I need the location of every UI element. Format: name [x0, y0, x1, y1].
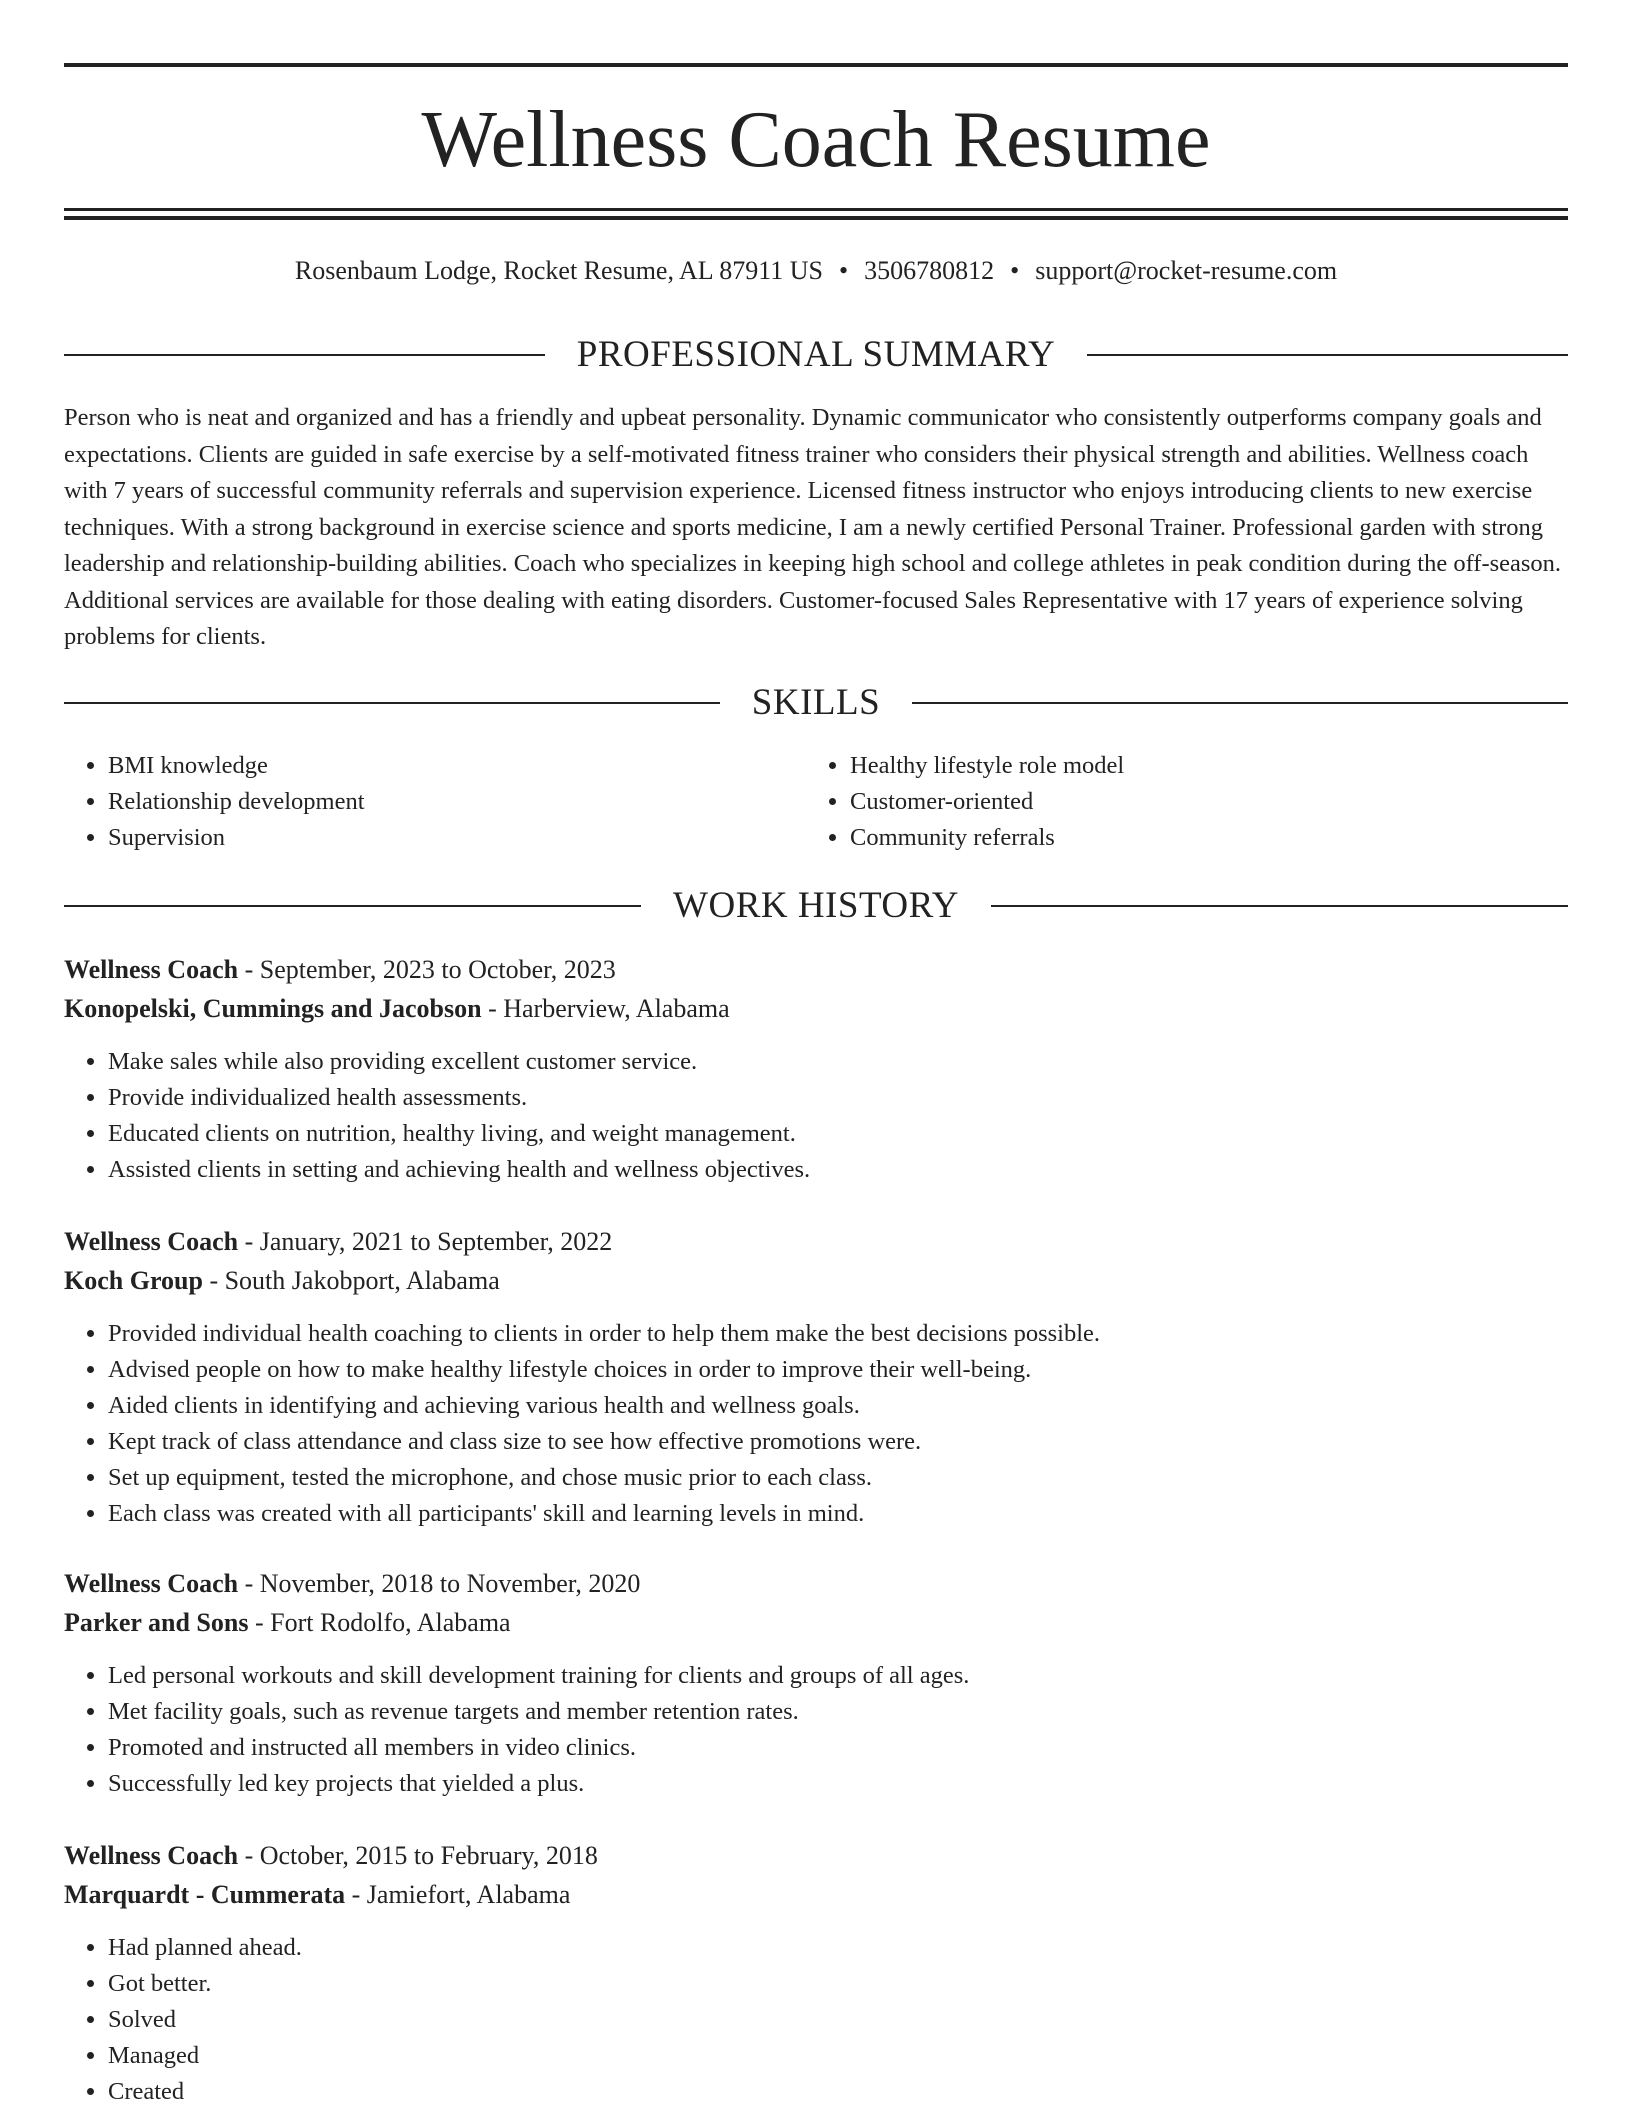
job-dates: - October, 2015 to February, 2018	[238, 1841, 598, 1870]
contact-phone: 3506780812	[864, 256, 995, 285]
job-bullet: • Had planned ahead.	[108, 1930, 1568, 1966]
job-bullet: • Each class was created with all participants' skill and learning levels in mind.	[108, 1496, 1568, 1532]
job-company-line	[64, 1605, 1568, 1644]
contact-email: support@rocket-resume.com	[1035, 256, 1338, 285]
section-heading-work-history	[64, 884, 1568, 928]
job-entry	[64, 1838, 1568, 2110]
job-title: Wellness Coach	[64, 955, 239, 984]
job-bullet: • Advised people on how to make healthy lifestyle choices in order to improve their well-being.	[108, 1352, 1568, 1388]
job-entry	[64, 1224, 1568, 1532]
job-company-line	[64, 1263, 1568, 1302]
skill-item: • Relationship development	[108, 784, 365, 820]
job-title: Wellness Coach	[64, 1569, 239, 1598]
job-title-line	[64, 1224, 1568, 1263]
job-bullet: • Successfully led key projects that yielded a plus.	[108, 1766, 1568, 1802]
job-bullet: • Provided individual health coaching to clients in order to help them make the best decisions possible.	[108, 1316, 1568, 1352]
job-location: - Fort Rodolfo, Alabama	[248, 1608, 511, 1637]
job-bullet: • Led personal workouts and skill development training for clients and groups of all ages.	[108, 1658, 1568, 1694]
skills-list-left	[64, 748, 365, 856]
heading-rule-left	[64, 702, 720, 704]
skill-item: • Healthy lifestyle role model	[850, 748, 1124, 784]
section-heading-skills	[64, 681, 1568, 725]
job-location: - Harberview, Alabama	[481, 994, 730, 1023]
job-title: Wellness Coach	[64, 1227, 239, 1256]
section-title: PROFESSIONAL SUMMARY	[576, 334, 1056, 375]
contact-line	[0, 253, 1632, 289]
job-entry	[64, 1566, 1568, 1802]
contact-address: Rosenbaum Lodge, Rocket Resume, AL 87911 US	[294, 256, 823, 285]
skill-item: • Supervision	[108, 820, 365, 856]
heading-rule-right	[991, 905, 1568, 907]
job-bullets	[64, 1044, 1568, 1188]
job-title-line	[64, 952, 1568, 991]
job-bullet: • Aided clients in identifying and achieving various health and wellness goals.	[108, 1388, 1568, 1424]
job-entry	[64, 952, 1568, 1188]
summary-text: Person who is neat and organized and has a friendly and upbeat personality. Dynamic communicator who consistently outperforms company goals and expectations. Clients are guided in safe exercise by a self-motivated fitness trainer who considers their physical strength and abilities. Wellness coach with 7 years of successful community referrals and supervision experience. Licensed fitness instructor who enjoys introducing clients to new exercise techniques. With a strong background in exercise science and sports medicine, I am a newly certified Personal Trainer. Professional garden with strong leadership and relationship-building abilities. Coach who specializes in keeping high school and college athletes in peak condition during the off-season. Additional services are available for those dealing with eating disorders. Customer-focused Sales Representative with 17 years of experience solving problems for clients.	[64, 404, 1562, 650]
job-bullet: • Set up equipment, tested the microphone, and chose music prior to each class.	[108, 1460, 1568, 1496]
job-bullet: • Make sales while also providing excellent customer service.	[108, 1044, 1568, 1080]
skill-item: • Community referrals	[850, 820, 1124, 856]
heading-rule-left	[64, 354, 545, 356]
job-bullet: • Assisted clients in setting and achieving health and wellness objectives.	[108, 1152, 1568, 1188]
skill-item: • BMI knowledge	[108, 748, 365, 784]
job-bullets	[64, 1316, 1568, 1532]
job-company: Konopelski, Cummings and Jacobson	[64, 994, 482, 1023]
job-company: Marquardt - Cummerata	[64, 1880, 346, 1909]
header-bottom-rule-thick	[64, 216, 1568, 220]
job-bullet: • Educated clients on nutrition, healthy living, and weight management.	[108, 1116, 1568, 1152]
section-title: WORK HISTORY	[673, 885, 959, 926]
job-bullet: • Met facility goals, such as revenue targets and member retention rates.	[108, 1694, 1568, 1730]
heading-rule-right	[912, 702, 1568, 704]
job-bullet: • Kept track of class attendance and class size to see how effective promotions were.	[108, 1424, 1568, 1460]
job-bullets	[64, 1930, 1568, 2110]
job-company-line	[64, 991, 1568, 1030]
job-title-line	[64, 1566, 1568, 1605]
job-location: - South Jakobport, Alabama	[202, 1266, 500, 1295]
header-top-rule	[64, 63, 1568, 67]
contact-separator: •	[1010, 256, 1020, 285]
job-company-line	[64, 1877, 1568, 1916]
heading-rule-left	[64, 905, 641, 907]
job-dates: - November, 2018 to November, 2020	[238, 1569, 641, 1598]
header-bottom-rule-thin	[64, 208, 1568, 211]
job-title: Wellness Coach	[64, 1841, 239, 1870]
section-title: SKILLS	[751, 682, 881, 723]
job-bullet: • Created	[108, 2074, 1568, 2110]
job-bullet: • Promoted and instructed all members in video clinics.	[108, 1730, 1568, 1766]
job-bullet: • Solved	[108, 2002, 1568, 2038]
job-location: - Jamiefort, Alabama	[345, 1880, 571, 1909]
job-company: Parker and Sons	[64, 1608, 249, 1637]
job-title-line	[64, 1838, 1568, 1877]
job-company: Koch Group	[64, 1266, 203, 1295]
job-bullet: • Managed	[108, 2038, 1568, 2074]
section-heading-summary	[64, 333, 1568, 377]
skills-list-right	[806, 748, 1124, 856]
skill-item: • Customer-oriented	[850, 784, 1124, 820]
job-bullet: • Got better.	[108, 1966, 1568, 2002]
job-dates: - September, 2023 to October, 2023	[238, 955, 616, 984]
job-dates: - January, 2021 to September, 2022	[238, 1227, 613, 1256]
job-bullets	[64, 1658, 1568, 1802]
heading-rule-right	[1087, 354, 1568, 356]
resume-title: Wellness Coach Resume	[421, 96, 1211, 184]
contact-separator: •	[838, 256, 849, 285]
job-bullet: • Provide individualized health assessments.	[108, 1080, 1568, 1116]
